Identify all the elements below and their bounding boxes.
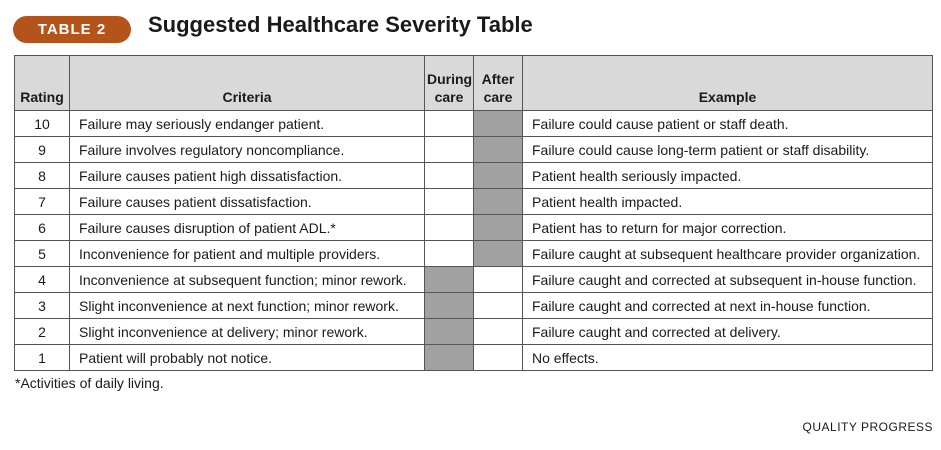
rating-cell: 9 <box>15 137 70 163</box>
example-cell: Patient has to return for major correction. <box>523 215 933 241</box>
table-header-row <box>15 56 933 111</box>
after-care-cell <box>474 111 523 137</box>
table-row <box>15 215 933 241</box>
criteria-cell: Failure causes disruption of patient ADL.* <box>70 215 425 241</box>
column-header-after-care <box>474 56 523 111</box>
table-title: Suggested Healthcare Severity Table <box>148 12 533 37</box>
during-care-cell <box>425 267 474 293</box>
criteria-cell: Patient will probably not notice. <box>70 345 425 371</box>
table-number-badge <box>13 16 131 43</box>
example-cell: Failure caught and corrected at subsequent in-house function. <box>523 267 933 293</box>
severity-table <box>14 55 933 371</box>
rating-cell: 1 <box>15 345 70 371</box>
example-cell: Failure could cause long-term patient or staff disability. <box>523 137 933 163</box>
table-number-label: TABLE 2 <box>37 21 107 38</box>
during-care-cell <box>425 319 474 345</box>
source-credit: QUALITY PROGRESS <box>802 420 933 434</box>
rating-cell: 2 <box>15 319 70 345</box>
example-cell: Failure caught and corrected at delivery. <box>523 319 933 345</box>
table-row <box>15 319 933 345</box>
example-cell: Failure caught and corrected at next in-house function. <box>523 293 933 319</box>
table-row <box>15 345 933 371</box>
rating-cell: 7 <box>15 189 70 215</box>
column-header-rating: Rating <box>15 56 70 111</box>
after-care-line2: care <box>483 89 513 105</box>
table-row <box>15 137 933 163</box>
rating-cell: 10 <box>15 111 70 137</box>
criteria-cell: Failure causes patient high dissatisfaction. <box>70 163 425 189</box>
table-row <box>15 189 933 215</box>
example-cell: Patient health seriously impacted. <box>523 163 933 189</box>
table-row <box>15 293 933 319</box>
criteria-cell: Failure involves regulatory noncompliance. <box>70 137 425 163</box>
after-care-cell <box>474 345 523 371</box>
after-care-cell <box>474 215 523 241</box>
during-care-cell <box>425 241 474 267</box>
table-body <box>15 111 933 371</box>
table-row <box>15 163 933 189</box>
during-care-cell <box>425 215 474 241</box>
after-care-cell <box>474 189 523 215</box>
criteria-cell: Slight inconvenience at delivery; minor rework. <box>70 319 425 345</box>
criteria-cell: Failure may seriously endanger patient. <box>70 111 425 137</box>
after-care-cell <box>474 241 523 267</box>
criteria-cell: Failure causes patient dissatisfaction. <box>70 189 425 215</box>
criteria-cell: Inconvenience for patient and multiple providers. <box>70 241 425 267</box>
column-header-criteria: Criteria <box>70 56 425 111</box>
rating-cell: 5 <box>15 241 70 267</box>
column-header-during-care <box>425 56 474 111</box>
during-care-line1: During <box>427 71 473 87</box>
footnote: *Activities of daily living. <box>15 375 164 391</box>
table-row <box>15 267 933 293</box>
rating-cell: 6 <box>15 215 70 241</box>
rating-cell: 8 <box>15 163 70 189</box>
after-care-cell <box>474 163 523 189</box>
table-row <box>15 111 933 137</box>
after-care-cell <box>474 267 523 293</box>
during-care-cell <box>425 293 474 319</box>
table-row <box>15 241 933 267</box>
during-care-cell <box>425 345 474 371</box>
criteria-cell: Slight inconvenience at next function; minor rework. <box>70 293 425 319</box>
after-care-cell <box>474 319 523 345</box>
rating-cell: 3 <box>15 293 70 319</box>
during-care-cell <box>425 189 474 215</box>
after-care-cell <box>474 293 523 319</box>
example-cell: Failure could cause patient or staff death. <box>523 111 933 137</box>
rating-cell: 4 <box>15 267 70 293</box>
example-cell: Failure caught at subsequent healthcare provider organization. <box>523 241 933 267</box>
during-care-line2: care <box>434 89 464 105</box>
column-header-example: Example <box>523 56 933 111</box>
during-care-cell <box>425 111 474 137</box>
during-care-cell <box>425 163 474 189</box>
example-cell: Patient health impacted. <box>523 189 933 215</box>
after-care-cell <box>474 137 523 163</box>
during-care-cell <box>425 137 474 163</box>
criteria-cell: Inconvenience at subsequent function; minor rework. <box>70 267 425 293</box>
after-care-line1: After <box>481 71 515 87</box>
example-cell: No effects. <box>523 345 933 371</box>
